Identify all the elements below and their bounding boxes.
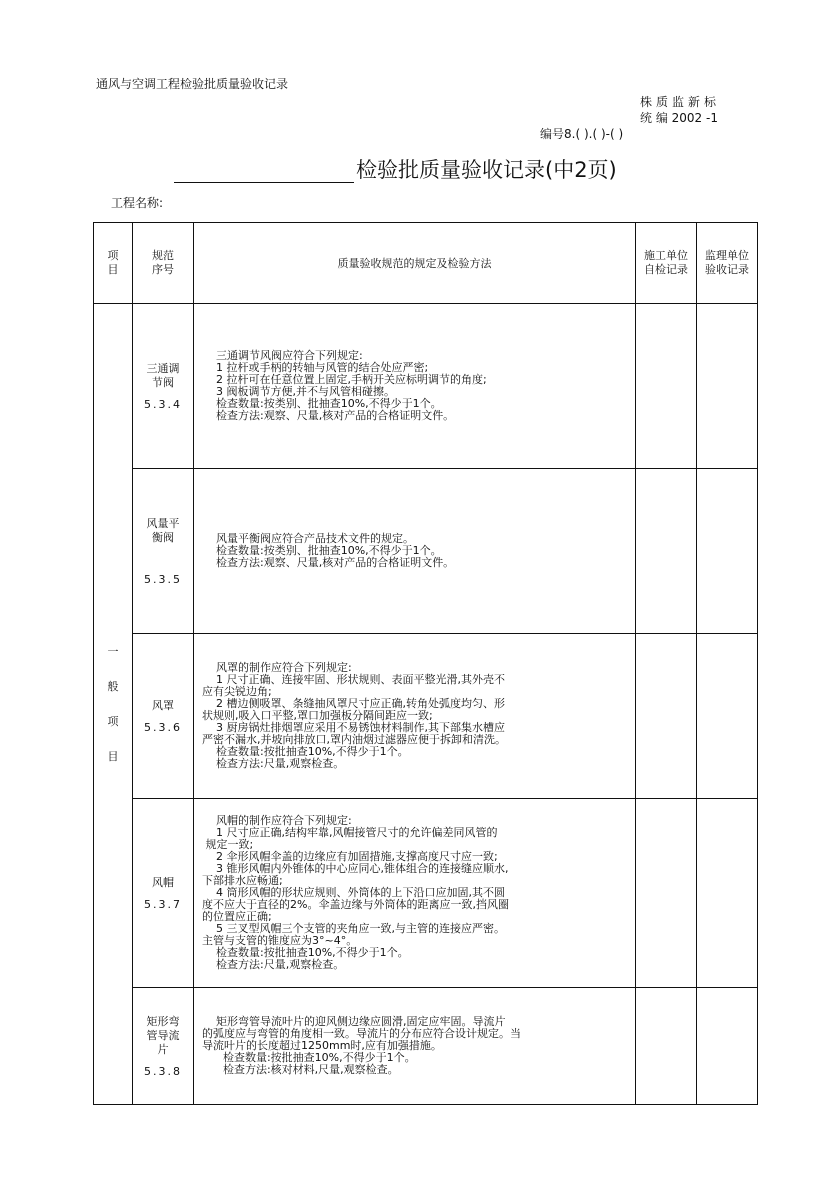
supervision-field[interactable] bbox=[697, 988, 758, 1105]
requirement-line: 严密不漏水,并坡向排放口,罩内油烟过滤器应便于拆卸和清洗。 bbox=[202, 733, 506, 746]
record-code: 编号8.( ).( )-( ) bbox=[540, 127, 624, 141]
requirement-line: 风罩的制作应符合下列规定: bbox=[202, 661, 352, 674]
requirement-line: 2 伞形风帽伞盖的边缘应有加固措施,支撑高度尺寸应一致; bbox=[202, 850, 498, 863]
requirement-line: 的弧度应与弯管的角度相一致。导流片的分布应符合设计规定。当 bbox=[202, 1027, 521, 1040]
requirement-line: 3 锥形风帽内外锥体的中心应同心,锥体组合的连接缝应顺水, bbox=[202, 862, 509, 875]
header-code-line: 规范 bbox=[152, 249, 174, 262]
requirement-line: 检查方法:观察、尺量,核对产品的合格证明文件。 bbox=[202, 409, 455, 422]
requirement-line: 矩形弯管导流叶片的迎风侧边缘应圆滑,固定应牢固。导流片 bbox=[202, 1015, 506, 1028]
group-char: 目 bbox=[107, 750, 119, 763]
header-sup-line: 监理单位 bbox=[705, 249, 749, 262]
self-check-field[interactable] bbox=[636, 799, 697, 988]
requirement-line: 4 筒形风帽的形状应规则、外筒体的上下沿口应加固,其不圆 bbox=[202, 886, 505, 899]
header-code bbox=[133, 223, 194, 304]
supervision-field[interactable] bbox=[697, 304, 758, 469]
header-self-line: 自检记录 bbox=[644, 263, 688, 276]
spec-code-cell bbox=[133, 469, 194, 634]
requirement-line: 1 尺寸正确、连接牢固、形状规则、表面平整光滑,其外壳不 bbox=[202, 673, 505, 686]
requirement-line: 状规则,吸入口平整,罩口加强板分隔间距应一致; bbox=[202, 709, 433, 722]
spec-code-cell bbox=[133, 988, 194, 1105]
self-check-field[interactable] bbox=[636, 469, 697, 634]
header-code-line: 序号 bbox=[152, 263, 174, 276]
spec-name bbox=[133, 362, 193, 390]
requirement-line: 3 厨房锅灶排烟罩应采用不易锈蚀材料制作,其下部集水槽应 bbox=[202, 721, 505, 734]
requirement-line: 检查方法:观察、尺量,核对产品的合格证明文件。 bbox=[202, 556, 455, 569]
requirement-cell bbox=[194, 469, 636, 634]
requirement-line: 规定一致; bbox=[202, 838, 254, 851]
requirement-line: 三通调节风阀应符合下列规定: bbox=[202, 349, 363, 362]
requirement-line: 检查数量:按批抽查10%,不得少于1个。 bbox=[202, 1051, 416, 1064]
requirement-line: 主管与支管的锥度应为3°~4°。 bbox=[202, 934, 358, 947]
requirement-line: 检查方法:尺量,观察检查。 bbox=[202, 757, 345, 770]
table-row bbox=[94, 469, 758, 634]
requirement-line: 检查方法:尺量,观察检查。 bbox=[202, 958, 345, 971]
standard-number: 统 编 2002 -1 bbox=[640, 111, 718, 125]
requirement-line: 导流叶片的长度超过1250mm时,应有加强措施。 bbox=[202, 1039, 442, 1052]
requirement-cell bbox=[194, 304, 636, 469]
requirement-line: 1 尺寸应正确,结构牢靠,风帽接管尺寸的允许偏差同风管的 bbox=[202, 826, 498, 839]
inspection-table bbox=[93, 222, 757, 1105]
supervision-field[interactable] bbox=[697, 469, 758, 634]
requirement-line: 的位置应正确; bbox=[202, 910, 272, 923]
spec-code-cell bbox=[133, 799, 194, 988]
requirement-line: 风量平衡阀应符合产品技术文件的规定。 bbox=[202, 532, 414, 545]
requirement-line: 检查数量:按类别、批抽查10%,不得少于1个。 bbox=[202, 397, 442, 410]
requirement-line: 度不应大于直径的2%。伞盖边缘与外筒体的距离应一致,挡风圈 bbox=[202, 898, 509, 911]
requirement-cell bbox=[194, 799, 636, 988]
spec-name-line: 风量平 bbox=[146, 516, 180, 530]
requirement-line: 1 拉杆或手柄的转轴与风管的结合处应严密; bbox=[202, 361, 429, 374]
header-body: 质量验收规范的规定及检验方法 bbox=[194, 223, 636, 304]
spec-number: 5.3.6 bbox=[144, 720, 182, 734]
header-item bbox=[94, 223, 133, 304]
supervision-field[interactable] bbox=[697, 799, 758, 988]
spec-code-cell bbox=[133, 304, 194, 469]
page-title: 检验批质量验收记录(中2页) bbox=[356, 158, 617, 182]
requirement-line: 检查数量:按类别、批抽查10%,不得少于1个。 bbox=[202, 544, 442, 557]
requirement-line: 3 阀板调节方便,并不与风管相碰擦。 bbox=[202, 385, 395, 398]
general-items-cell bbox=[94, 304, 133, 1105]
spec-number: 5.3.7 bbox=[144, 897, 182, 911]
table-header-row bbox=[94, 223, 758, 304]
supervision-field[interactable] bbox=[697, 634, 758, 799]
spec-name bbox=[133, 876, 193, 890]
spec-name-line: 节阀 bbox=[152, 375, 174, 389]
table-row bbox=[94, 304, 758, 469]
spec-name-line: 管导流 bbox=[146, 1028, 180, 1042]
spec-number: 5.3.4 bbox=[144, 397, 182, 411]
table-row bbox=[94, 988, 758, 1105]
self-check-field[interactable] bbox=[636, 988, 697, 1105]
header-self-check bbox=[636, 223, 697, 304]
spec-name-line: 矩形弯 bbox=[146, 1014, 180, 1028]
requirement-line: 检查数量:按批抽查10%,不得少于1个。 bbox=[202, 745, 409, 758]
spec-name bbox=[133, 1015, 193, 1057]
standard-label: 株质监新标 bbox=[640, 95, 721, 109]
header-item-line: 项 bbox=[107, 249, 119, 262]
spec-number: 5.3.8 bbox=[144, 1064, 182, 1078]
self-check-field[interactable] bbox=[636, 634, 697, 799]
spec-name bbox=[133, 517, 193, 545]
spec-code-cell bbox=[133, 634, 194, 799]
requirement-line: 下部排水应畅通; bbox=[202, 874, 283, 887]
requirement-line: 2 拉杆可在任意位置上固定,手柄开关应标明调节的角度; bbox=[202, 373, 487, 386]
spec-name-line: 片 bbox=[157, 1042, 169, 1056]
requirement-line: 应有尖锐边角; bbox=[202, 685, 272, 698]
group-char: 一 bbox=[107, 645, 119, 658]
spec-name-line: 衡阀 bbox=[152, 530, 174, 544]
requirement-line: 检查方法:核对材料,尺量,观察检查。 bbox=[202, 1063, 399, 1076]
header-self-line: 施工单位 bbox=[644, 249, 688, 262]
spec-name-line: 风帽 bbox=[152, 875, 174, 889]
group-char: 般 bbox=[107, 680, 119, 693]
requirement-cell bbox=[194, 988, 636, 1105]
title-blank-line bbox=[174, 182, 354, 183]
table-row bbox=[94, 799, 758, 988]
spec-name-line: 风罩 bbox=[152, 698, 174, 712]
header-supervision bbox=[697, 223, 758, 304]
requirement-cell bbox=[194, 634, 636, 799]
document-series-title: 通风与空调工程检验批质量验收记录 bbox=[96, 77, 289, 91]
spec-name-line: 三通调 bbox=[146, 361, 180, 375]
header-sup-line: 验收记录 bbox=[705, 263, 749, 276]
requirement-line: 风帽的制作应符合下列规定: bbox=[202, 814, 352, 827]
spec-number: 5.3.5 bbox=[144, 572, 182, 586]
self-check-field[interactable] bbox=[636, 304, 697, 469]
requirement-line: 5 三叉型风帽三个支管的夹角应一致,与主管的连接应严密。 bbox=[202, 922, 505, 935]
group-char: 项 bbox=[107, 715, 119, 728]
spec-name bbox=[133, 699, 193, 713]
requirement-line: 检查数量:按批抽查10%,不得少于1个。 bbox=[202, 946, 409, 959]
project-name-label: 工程名称: bbox=[111, 196, 164, 210]
table-row bbox=[94, 634, 758, 799]
requirement-line: 2 槽边侧吸罩、条缝抽风罩尺寸应正确,转角处弧度均匀、形 bbox=[202, 697, 505, 710]
header-item-line: 目 bbox=[107, 263, 119, 276]
